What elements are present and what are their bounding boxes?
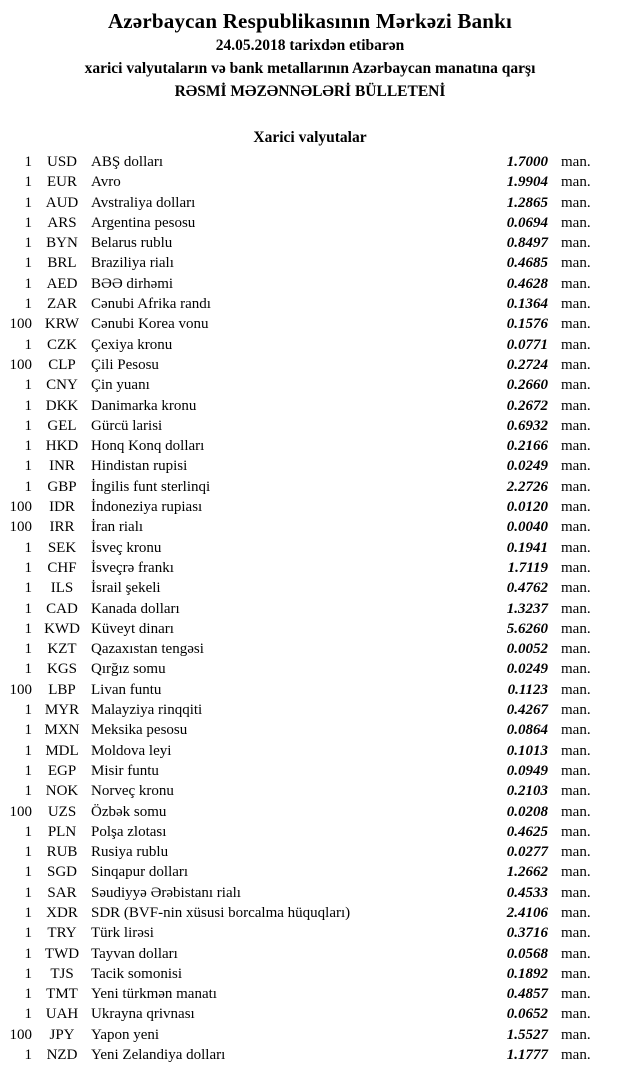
currency-rate-row [0, 193, 620, 213]
row-currency-name: Belarus rublu [91, 235, 173, 252]
currency-rate-row [0, 862, 620, 882]
row-currency-name: Norveç kronu [91, 783, 174, 800]
row-unit-label: man. [561, 681, 591, 698]
row-quantity: 1 [24, 884, 32, 901]
row-unit-label: man. [561, 762, 591, 779]
row-currency-name: Yapon yeni [91, 1026, 160, 1043]
row-currency-name: Rusiya rublu [91, 844, 169, 861]
row-quantity: 1 [24, 214, 32, 231]
row-currency-code: BYN [46, 235, 78, 252]
currency-rate-row [0, 700, 620, 720]
row-quantity: 100 [9, 519, 32, 536]
row-currency-name: Yeni türkmən manatı [91, 986, 217, 1003]
currency-rate-row [0, 233, 620, 253]
row-unit-label: man. [561, 641, 591, 658]
row-quantity: 1 [24, 1006, 32, 1023]
bulletin-header [0, 8, 620, 103]
row-currency-name: İsveçrə frankı [91, 559, 174, 576]
row-currency-code: DKK [45, 397, 79, 414]
row-rate-value: 0.1364 [506, 296, 548, 313]
row-rate-value: 0.0277 [506, 844, 548, 861]
row-rate-value: 2.4106 [506, 904, 548, 921]
row-rate-value: 0.0949 [506, 762, 548, 779]
row-currency-name: Özbək somu [91, 803, 167, 820]
currency-rate-row [0, 416, 620, 436]
row-quantity: 1 [24, 783, 32, 800]
row-currency-name: Ukrayna qrivnası [91, 1006, 195, 1023]
row-rate-value: 0.0120 [506, 499, 548, 516]
row-currency-code: CLP [48, 356, 76, 373]
currency-rate-row [0, 781, 620, 801]
row-rate-value: 1.2865 [506, 194, 548, 211]
currency-rate-row [0, 964, 620, 984]
row-currency-code: MXN [44, 722, 80, 739]
row-unit-label: man. [561, 620, 591, 637]
row-rate-value: 0.1576 [506, 316, 548, 333]
row-currency-code: TWD [44, 945, 80, 962]
row-unit-label: man. [561, 255, 591, 272]
row-quantity: 1 [24, 661, 32, 678]
currency-rate-row [0, 578, 620, 598]
row-quantity: 1 [24, 823, 32, 840]
row-currency-name: Sinqapur dolları [91, 864, 189, 881]
row-rate-value: 0.3716 [506, 925, 548, 942]
row-quantity: 100 [9, 681, 32, 698]
row-quantity: 1 [24, 620, 32, 637]
row-unit-label: man. [561, 296, 591, 313]
row-currency-name: Avstraliya dolları [91, 194, 196, 211]
currency-rate-row [0, 456, 620, 476]
row-currency-name: BƏƏ dirhəmi [91, 275, 174, 292]
row-currency-name: İsrail şekeli [91, 580, 161, 597]
row-rate-value: 0.0568 [506, 945, 548, 962]
row-quantity: 1 [24, 742, 32, 759]
row-rate-value: 0.4762 [506, 580, 548, 597]
row-currency-name: Braziliya rialı [91, 255, 174, 272]
row-unit-label: man. [561, 174, 591, 191]
row-rate-value: 0.4267 [506, 702, 548, 719]
row-currency-code: SGD [46, 864, 77, 881]
row-rate-value: 1.7119 [507, 559, 548, 576]
row-quantity: 1 [24, 478, 32, 495]
row-rate-value: 0.0040 [506, 519, 548, 536]
row-rate-value: 0.4625 [506, 823, 548, 840]
row-rate-value: 0.1941 [506, 539, 548, 556]
row-unit-label: man. [561, 438, 591, 455]
row-currency-name: Danimarka kronu [91, 397, 197, 414]
currency-rate-row [0, 152, 620, 172]
row-rate-value: 0.2166 [506, 438, 548, 455]
currency-rate-row [0, 558, 620, 578]
row-unit-label: man. [561, 925, 591, 942]
row-rate-value: 0.0771 [506, 336, 548, 353]
row-currency-name: Çin yuanı [91, 377, 150, 394]
row-currency-code: NOK [45, 783, 79, 800]
currency-rate-row [0, 517, 620, 537]
row-unit-label: man. [561, 356, 591, 373]
row-quantity: 1 [24, 397, 32, 414]
row-currency-code: EUR [47, 174, 77, 191]
row-currency-code: HKD [45, 438, 79, 455]
row-unit-label: man. [561, 539, 591, 556]
row-rate-value: 0.2103 [506, 783, 548, 800]
row-currency-code: INR [49, 458, 75, 475]
currency-rate-row [0, 1045, 620, 1065]
row-currency-code: CAD [46, 600, 78, 617]
row-rate-value: 0.1892 [506, 965, 548, 982]
currency-rate-row [0, 436, 620, 456]
currency-rate-row [0, 842, 620, 862]
row-unit-label: man. [561, 661, 591, 678]
row-unit-label: man. [561, 884, 591, 901]
row-unit-label: man. [561, 336, 591, 353]
row-currency-code: CNY [46, 377, 78, 394]
row-quantity: 1 [24, 194, 32, 211]
row-quantity: 1 [24, 986, 32, 1003]
row-rate-value: 0.0864 [506, 722, 548, 739]
row-quantity: 1 [24, 458, 32, 475]
row-quantity: 1 [24, 174, 32, 191]
row-quantity: 1 [24, 945, 32, 962]
row-unit-label: man. [561, 742, 591, 759]
row-rate-value: 0.0249 [506, 661, 548, 678]
row-rate-value: 1.5527 [506, 1026, 548, 1043]
row-rate-value: 0.4628 [506, 275, 548, 292]
row-unit-label: man. [561, 316, 591, 333]
row-currency-code: USD [46, 154, 77, 170]
row-rate-value: 0.0249 [506, 458, 548, 475]
currency-rate-row [0, 213, 620, 233]
row-quantity: 1 [24, 296, 32, 313]
currency-rate-row [0, 639, 620, 659]
row-currency-code: SEK [47, 539, 77, 556]
row-currency-code: KGS [46, 661, 77, 678]
row-rate-value: 0.2672 [506, 397, 548, 414]
row-rate-value: 0.0052 [506, 641, 548, 658]
row-quantity: 1 [24, 580, 32, 597]
currency-rates-table [0, 152, 620, 1065]
row-quantity: 1 [24, 722, 32, 739]
row-currency-code: ARS [47, 214, 77, 231]
row-currency-code: GBP [47, 478, 77, 495]
row-quantity: 1 [24, 1047, 32, 1064]
row-currency-code: MDL [45, 742, 79, 759]
row-unit-label: man. [561, 580, 591, 597]
currency-rate-row [0, 538, 620, 558]
row-quantity: 100 [9, 356, 32, 373]
row-quantity: 1 [24, 275, 32, 292]
row-unit-label: man. [561, 478, 591, 495]
currency-rate-row [0, 720, 620, 740]
row-currency-code: GEL [47, 417, 77, 434]
row-quantity: 1 [24, 965, 32, 982]
row-rate-value: 0.0652 [506, 1006, 548, 1023]
row-unit-label: man. [561, 499, 591, 516]
row-rate-value: 2.2726 [506, 478, 548, 495]
row-currency-name: İsveç kronu [91, 539, 162, 556]
row-currency-name: Moldova leyi [91, 742, 172, 759]
row-rate-value: 1.9904 [506, 174, 548, 191]
row-currency-code: TJS [50, 965, 74, 982]
currency-rate-row [0, 761, 620, 781]
row-currency-code: KWD [44, 620, 80, 637]
row-rate-value: 1.7000 [506, 154, 548, 170]
currency-rate-row [0, 172, 620, 192]
currency-rate-row [0, 396, 620, 416]
row-unit-label: man. [561, 194, 591, 211]
bulletin-title: RƏSMİ MƏZƏNNƏLƏRİ BÜLLETENİ [174, 83, 446, 100]
row-unit-label: man. [561, 397, 591, 414]
row-currency-code: CHF [47, 559, 77, 576]
row-currency-code: UZS [47, 803, 77, 820]
row-currency-name: Argentina pesosu [91, 214, 196, 231]
row-quantity: 1 [24, 438, 32, 455]
currency-rate-row [0, 822, 620, 842]
row-currency-name: Küveyt dinarı [91, 620, 174, 637]
row-currency-name: İndoneziya rupiası [91, 499, 203, 516]
row-quantity: 1 [24, 336, 32, 353]
row-unit-label: man. [561, 235, 591, 252]
row-currency-code: LBP [48, 681, 76, 698]
row-quantity: 1 [24, 844, 32, 861]
currency-rate-row [0, 253, 620, 273]
row-rate-value: 0.8497 [506, 235, 548, 252]
row-unit-label: man. [561, 783, 591, 800]
row-currency-name: Türk lirəsi [91, 925, 154, 942]
row-currency-code: TRY [47, 925, 77, 942]
row-currency-name: Honq Konq dolları [91, 438, 205, 455]
currency-rate-row [0, 741, 620, 761]
row-currency-name: İran rialı [91, 519, 144, 536]
row-currency-name: SDR (BVF-nin xüsusi borcalma hüquqları) [91, 904, 351, 921]
row-rate-value: 0.4685 [506, 255, 548, 272]
row-currency-name: Hindistan rupisi [91, 458, 188, 475]
row-currency-name: Tayvan dolları [91, 945, 178, 962]
row-currency-name: Səudiyyə Ərəbistanı rialı [91, 884, 241, 901]
row-currency-name: Tacik somonisi [91, 965, 183, 982]
row-quantity: 100 [9, 499, 32, 516]
row-currency-code: SAR [47, 884, 77, 901]
row-unit-label: man. [561, 1047, 591, 1064]
row-quantity: 1 [24, 559, 32, 576]
section-title-foreign-currencies: Xarici valyutalar [253, 129, 367, 146]
row-currency-name: Qırğız somu [91, 661, 166, 678]
row-unit-label: man. [561, 722, 591, 739]
row-quantity: 1 [24, 641, 32, 658]
currency-rate-row [0, 477, 620, 497]
row-currency-code: MYR [44, 702, 80, 719]
row-currency-name: Cənubi Korea vonu [91, 316, 209, 333]
row-quantity: 1 [24, 539, 32, 556]
row-unit-label: man. [561, 904, 591, 921]
currency-rate-row [0, 984, 620, 1004]
row-rate-value: 0.6932 [506, 417, 548, 434]
row-currency-code: NZD [46, 1047, 78, 1064]
row-unit-label: man. [561, 864, 591, 881]
row-unit-label: man. [561, 559, 591, 576]
row-unit-label: man. [561, 519, 591, 536]
currency-rate-row [0, 355, 620, 375]
row-currency-code: BRL [47, 255, 77, 272]
currency-rate-row [0, 923, 620, 943]
row-currency-code: TMT [46, 986, 78, 1003]
currency-rate-row [0, 680, 620, 700]
row-quantity: 1 [24, 417, 32, 434]
currency-rate-row [0, 659, 620, 679]
currency-rate-row [0, 335, 620, 355]
row-quantity: 1 [24, 904, 32, 921]
row-currency-code: ZAR [47, 296, 77, 313]
currency-rate-row [0, 497, 620, 517]
row-currency-code: PLN [47, 823, 77, 840]
row-unit-label: man. [561, 154, 591, 170]
row-currency-code: XDR [46, 904, 78, 921]
row-unit-label: man. [561, 600, 591, 617]
row-currency-code: UAH [45, 1006, 79, 1023]
row-currency-code: AUD [45, 194, 79, 211]
row-currency-name: Polşa zlotası [91, 823, 167, 840]
row-currency-name: Gürcü larisi [91, 417, 163, 434]
currency-rate-row [0, 903, 620, 923]
row-rate-value: 0.1013 [506, 742, 548, 759]
row-quantity: 1 [24, 154, 32, 170]
row-currency-name: Qazaxıstan tengəsi [91, 641, 204, 658]
row-rate-value: 0.1123 [507, 681, 548, 698]
row-currency-code: RUB [46, 844, 78, 861]
currency-rate-row [0, 944, 620, 964]
row-currency-name: İngilis funt sterlinqi [91, 478, 211, 495]
row-unit-label: man. [561, 965, 591, 982]
row-unit-label: man. [561, 702, 591, 719]
row-rate-value: 0.0694 [506, 214, 548, 231]
currency-rate-row [0, 1025, 620, 1045]
currency-rate-row [0, 294, 620, 314]
row-quantity: 100 [9, 803, 32, 820]
row-currency-code: KZT [47, 641, 77, 658]
row-currency-code: EGP [47, 762, 77, 779]
row-currency-name: ABŞ dolları [91, 154, 164, 170]
row-quantity: 100 [9, 316, 32, 333]
row-quantity: 100 [9, 1026, 32, 1043]
row-quantity: 1 [24, 235, 32, 252]
row-unit-label: man. [561, 823, 591, 840]
row-currency-code: KRW [44, 316, 80, 333]
row-currency-name: Çili Pesosu [91, 356, 159, 373]
row-currency-name: Livan funtu [91, 681, 162, 698]
row-rate-value: 1.1777 [506, 1047, 548, 1064]
row-rate-value: 0.2724 [506, 356, 548, 373]
currency-rate-row [0, 802, 620, 822]
row-quantity: 1 [24, 925, 32, 942]
row-quantity: 1 [24, 864, 32, 881]
row-rate-value: 5.6260 [506, 620, 548, 637]
row-unit-label: man. [561, 945, 591, 962]
row-currency-name: Yeni Zelandiya dolları [91, 1047, 226, 1064]
row-currency-name: Malayziya rinqqiti [91, 702, 203, 719]
row-rate-value: 1.3237 [506, 600, 548, 617]
row-currency-name: Meksika pesosu [91, 722, 188, 739]
row-quantity: 1 [24, 255, 32, 272]
currency-rate-row [0, 314, 620, 334]
currency-rate-row [0, 599, 620, 619]
row-quantity: 1 [24, 377, 32, 394]
currency-rate-row [0, 619, 620, 639]
row-currency-code: JPY [49, 1026, 75, 1043]
row-currency-name: Cənubi Afrika randı [91, 296, 211, 313]
row-quantity: 1 [24, 600, 32, 617]
row-unit-label: man. [561, 377, 591, 394]
row-unit-label: man. [561, 458, 591, 475]
row-rate-value: 1.2662 [506, 864, 548, 881]
row-unit-label: man. [561, 1006, 591, 1023]
row-unit-label: man. [561, 1026, 591, 1043]
row-rate-value: 0.2660 [506, 377, 548, 394]
row-currency-code: AED [46, 275, 78, 292]
row-currency-name: Avro [91, 174, 121, 191]
row-currency-code: ILS [50, 580, 74, 597]
row-rate-value: 0.4857 [506, 986, 548, 1003]
bank-name: Azərbaycan Respublikasının Mərkəzi Bankı [107, 9, 513, 33]
effective-date-line: 24.05.2018 tarixdən etibarən [215, 37, 405, 54]
subject-line: xarici valyutaların və bank metallarının Azərbaycan manatına qarşı [84, 60, 536, 77]
row-currency-name: Misir funtu [91, 762, 159, 779]
currency-rate-row [0, 883, 620, 903]
row-unit-label: man. [561, 986, 591, 1003]
row-unit-label: man. [561, 214, 591, 231]
row-unit-label: man. [561, 417, 591, 434]
row-rate-value: 0.4533 [506, 884, 548, 901]
row-currency-code: IDR [49, 499, 75, 516]
row-currency-code: IRR [49, 519, 75, 536]
currency-rate-row [0, 1004, 620, 1024]
row-quantity: 1 [24, 762, 32, 779]
row-unit-label: man. [561, 275, 591, 292]
row-quantity: 1 [24, 702, 32, 719]
currency-rate-row [0, 375, 620, 395]
row-unit-label: man. [561, 844, 591, 861]
currency-rate-row [0, 274, 620, 294]
row-currency-name: Çexiya kronu [91, 336, 173, 353]
row-currency-name: Kanada dolları [91, 600, 180, 617]
row-currency-code: CZK [47, 336, 77, 353]
row-rate-value: 0.0208 [506, 803, 548, 820]
row-unit-label: man. [561, 803, 591, 820]
